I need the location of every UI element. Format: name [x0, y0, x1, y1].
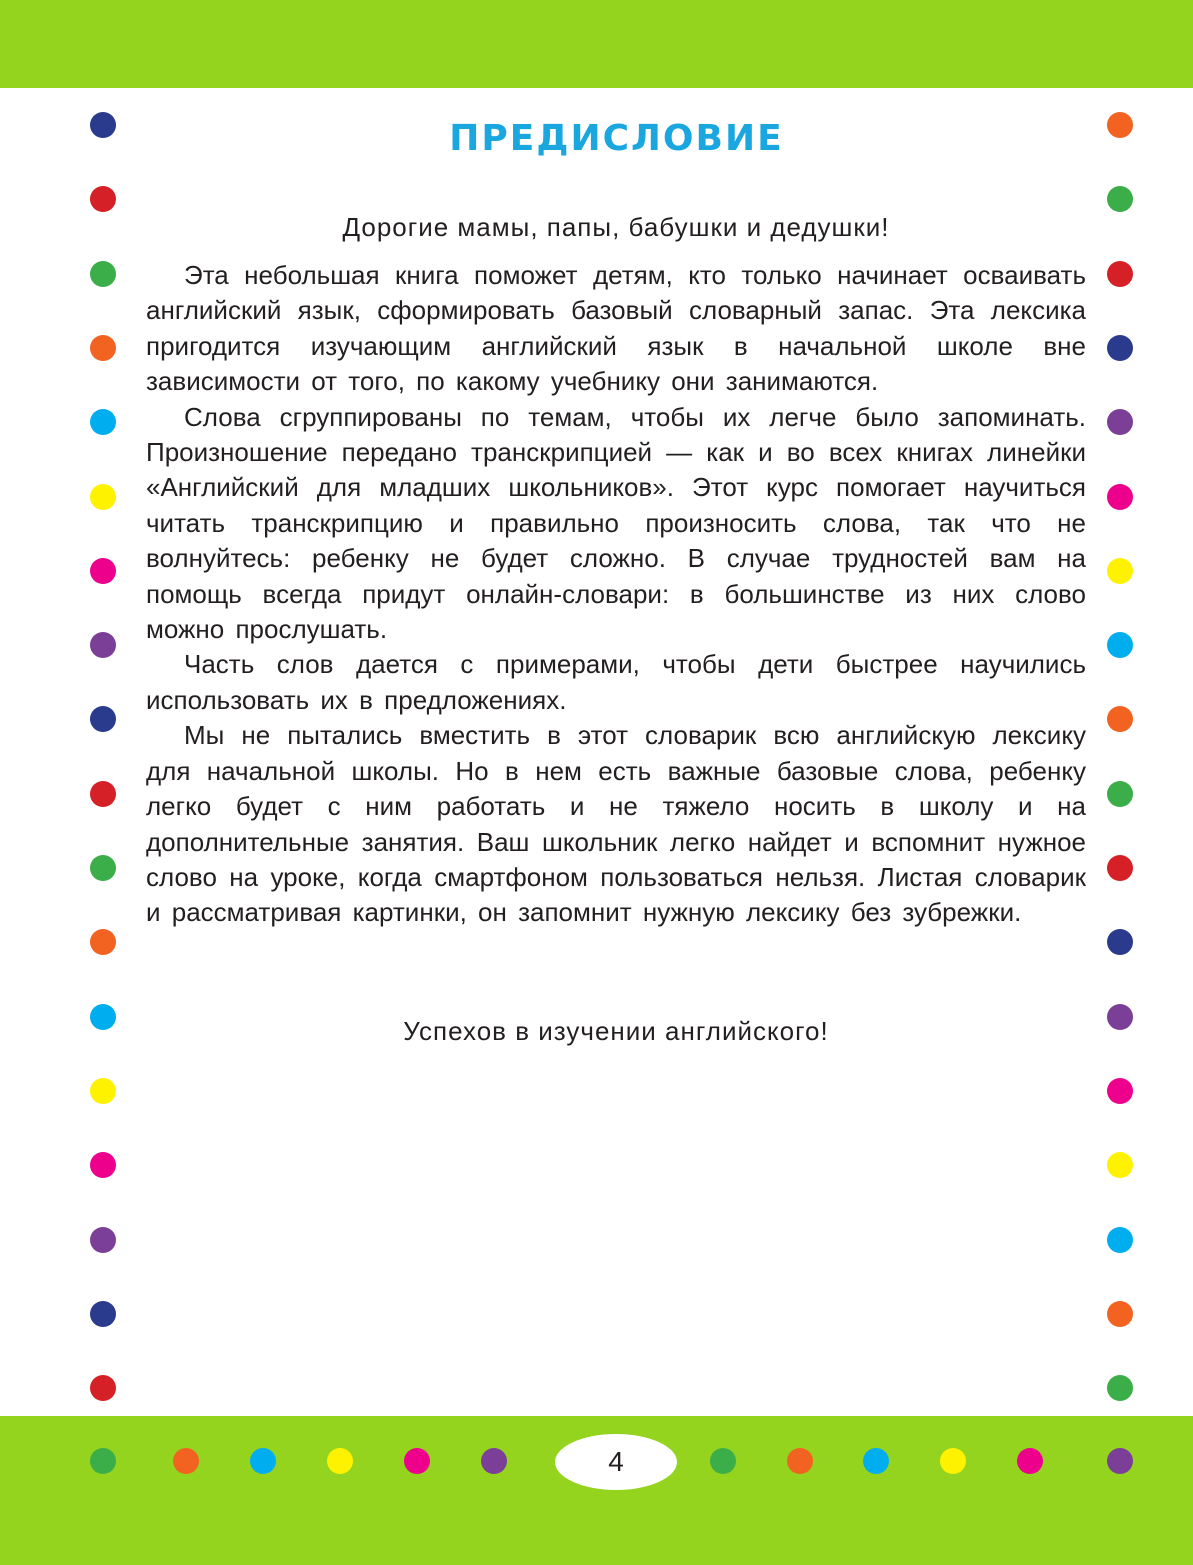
decorative-dot	[250, 1448, 276, 1474]
decorative-dot	[1107, 335, 1133, 361]
paragraph: Эта небольшая книга поможет детям, кто только начинает осваивать английский язык, сформировать базовый словарный запас. Эта лексика пригодится изучающим английский язык в начальной школе вне зависимости от того, по какому учебнику они занимаются.	[146, 260, 1086, 397]
decorative-dot	[1107, 261, 1133, 287]
decorative-dot	[1107, 1152, 1133, 1178]
decorative-dot	[90, 1152, 116, 1178]
decorative-dot	[90, 335, 116, 361]
page-number-badge	[555, 1434, 677, 1490]
decorative-dot	[90, 929, 116, 955]
paragraph: Часть слов дается с примерами, чтобы дети быстрее научились использовать их в предложениях.	[146, 649, 1086, 715]
decorative-dot	[1107, 1004, 1133, 1030]
decorative-dot	[1107, 1078, 1133, 1104]
decorative-dot	[940, 1448, 966, 1474]
decorative-dot	[1107, 929, 1133, 955]
decorative-dot	[90, 1448, 116, 1474]
decorative-dot	[1107, 632, 1133, 658]
top-green-band	[0, 0, 1193, 88]
decorative-dot	[90, 1227, 116, 1253]
decorative-dot	[863, 1448, 889, 1474]
decorative-dot	[173, 1448, 199, 1474]
paragraph: Слова сгруппированы по темам, чтобы их легче было запоминать. Произношение передано транскрипцией — как и во всех книгах линейки «Английский для младших школьников». Этот курс помогает научиться читать транскрипцию и правильно произносить слова, так что не волнуйтесь: ребенку не будет сложно. В случае трудностей вам на помощь всегда придут онлайн-словари: в большинстве из них слово можно прослушать.	[146, 401, 1086, 645]
decorative-dot	[90, 781, 116, 807]
decorative-dot	[90, 855, 116, 881]
decorative-dot	[90, 558, 116, 584]
closing-line: Успехов в изучении английского!	[403, 1016, 829, 1046]
decorative-dot	[1107, 1227, 1133, 1253]
decorative-dot	[1107, 186, 1133, 212]
decorative-dot	[1107, 1301, 1133, 1327]
page-title: ПРЕДИСЛОВИЕ	[449, 118, 784, 159]
decorative-dot	[1107, 706, 1133, 732]
decorative-dot	[90, 186, 116, 212]
decorative-dot	[1107, 409, 1133, 435]
decorative-dot	[90, 1004, 116, 1030]
paragraph: Мы не пытались вместить в этот словарик всю английскую лексику для начальной школы. Но в нем есть важные базовые слова, ребенку легко будет с ним работать и не тяжело носить в школу и на дополнительные занятия. Ваш школьник легко найдет и вспомнит нужное слово на уроке, когда смартфоном пользоваться нельзя. Листая словарик и рассматривая картинки, он запомнит нужную лексику без зубрежки.	[146, 720, 1086, 928]
decorative-dot	[90, 632, 116, 658]
decorative-dot	[90, 484, 116, 510]
decorative-dot	[90, 1375, 116, 1401]
decorative-dot	[481, 1448, 507, 1474]
decorative-dot	[327, 1448, 353, 1474]
decorative-dot	[90, 706, 116, 732]
decorative-dot	[710, 1448, 736, 1474]
decorative-dot	[90, 1301, 116, 1327]
decorative-dot	[787, 1448, 813, 1474]
preface-body	[146, 258, 1086, 931]
decorative-dot	[1107, 855, 1133, 881]
decorative-dot	[90, 409, 116, 435]
decorative-dot	[90, 1078, 116, 1104]
decorative-dot	[1107, 781, 1133, 807]
page-number: 4	[608, 1446, 624, 1477]
decorative-dot	[90, 261, 116, 287]
greeting-line: Дорогие мамы, папы, бабушки и дедушки!	[342, 212, 890, 242]
decorative-dot	[1107, 1375, 1133, 1401]
decorative-dot	[1017, 1448, 1043, 1474]
decorative-dot	[1107, 1448, 1133, 1474]
decorative-dot	[1107, 558, 1133, 584]
decorative-dot	[404, 1448, 430, 1474]
decorative-dot	[1107, 484, 1133, 510]
